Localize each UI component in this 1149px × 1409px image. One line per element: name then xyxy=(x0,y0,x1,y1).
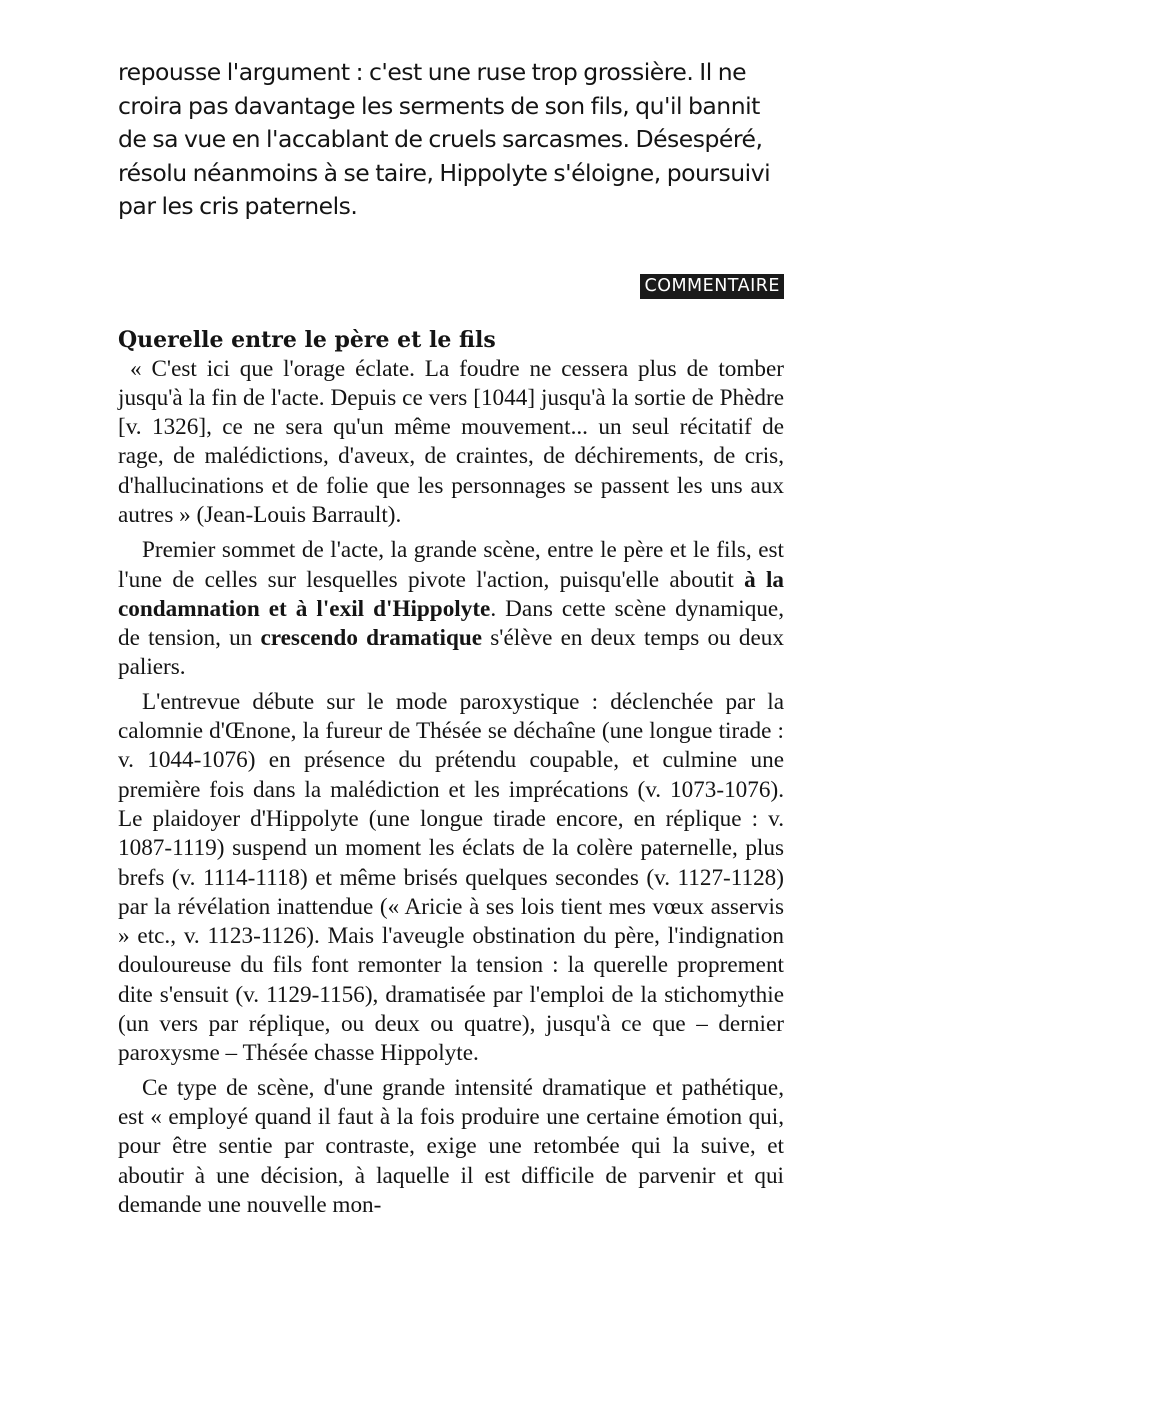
paragraph-quote: « C'est ici que l'orage éclate. La foudre ne cessera plus de tomber jusqu'à la fin de l'acte. Depuis ce vers [1044] jusqu'à la sortie de Phèdre [v. 1326], ce ne sera qu'un même mouvement... un seul récitatif de rage, de malédictions, d'aveux, de craintes, de déchirements, de cris, d'hallucinations et de folie que les personnages se passent les uns aux autres » (Jean-Louis Barrault). xyxy=(118,355,784,528)
banner-row xyxy=(118,274,784,301)
text-run: Premier sommet de l'acte, la grande scène, entre le père et le fils, est l'une de celles sur lesquelles pivote l'action, puisqu'elle aboutit xyxy=(118,537,784,593)
page-content xyxy=(118,56,784,1220)
paragraph-type-de-scene: Ce type de scène, d'une grande intensité dramatique et pathétique, est « employé quand il faut à la fois produire une certaine émotion qui, pour être sentie par contraste, exige une retombée qui la suive, et aboutir à une décision, à laquelle il est difficile de parvenir et qui demande une nouvelle mon- xyxy=(118,1074,784,1218)
commentaire-banner: COMMENTAIRE xyxy=(640,274,784,299)
text-run: . Dans cette scène dynamique, de tension, un xyxy=(118,595,784,652)
commentary-body xyxy=(118,355,784,1221)
text-run: s'élève en deux temps ou deux paliers. xyxy=(118,625,784,681)
paragraph-premier-sommet xyxy=(118,536,784,682)
paragraph-entrevue: L'entrevue débute sur le mode paroxystique : déclenchée par la calomnie d'Œnone, la fureur de Thésée se déchaîne (une longue tirade : v. 1044-1076) en présence du prétendu coupable, et culmine une première fois dans la malédiction et les imprécations (v. 1073-1076). Le plaidoyer d'Hippolyte (une longue tirade encore, en réplique : v. 1087-1119) suspend un moment les éclats de la colère paternelle, plus brefs (v. 1114-1118) et même brisés quelques secondes (v. 1127-1128) par la révélation inattendue (« Aricie à ses lois tient mes vœux asservis » etc., v. 1123-1126). Mais l'aveugle obstination du père, l'indignation douloureuse du fils font remonter la tension : la querelle proprement dite s'ensuit (v. 1129-1156), dramatisée par l'emploi de la stichomythie (un vers par réplique, ou deux ou quatre), jusqu'à ce que – dernier paroxysme – Thésée chasse Hippolyte. xyxy=(118,688,784,1067)
section-title: Querelle entre le père et le fils xyxy=(118,326,496,353)
summary-paragraph: repousse l'argument : c'est une ruse trop grossière. Il ne croira pas davantage les serments de son fils, qu'il bannit de sa vue en l'accablant de cruels sarcasmes. Désespéré, résolu néanmoins à se taire, Hippolyte s'éloigne, poursuivi par les cris paternels. xyxy=(118,58,771,220)
emphasis-condamnation: à la condamnation et à l'exil d'Hippolyte xyxy=(118,566,784,622)
emphasis-crescendo: crescendo dramatique xyxy=(260,625,483,652)
